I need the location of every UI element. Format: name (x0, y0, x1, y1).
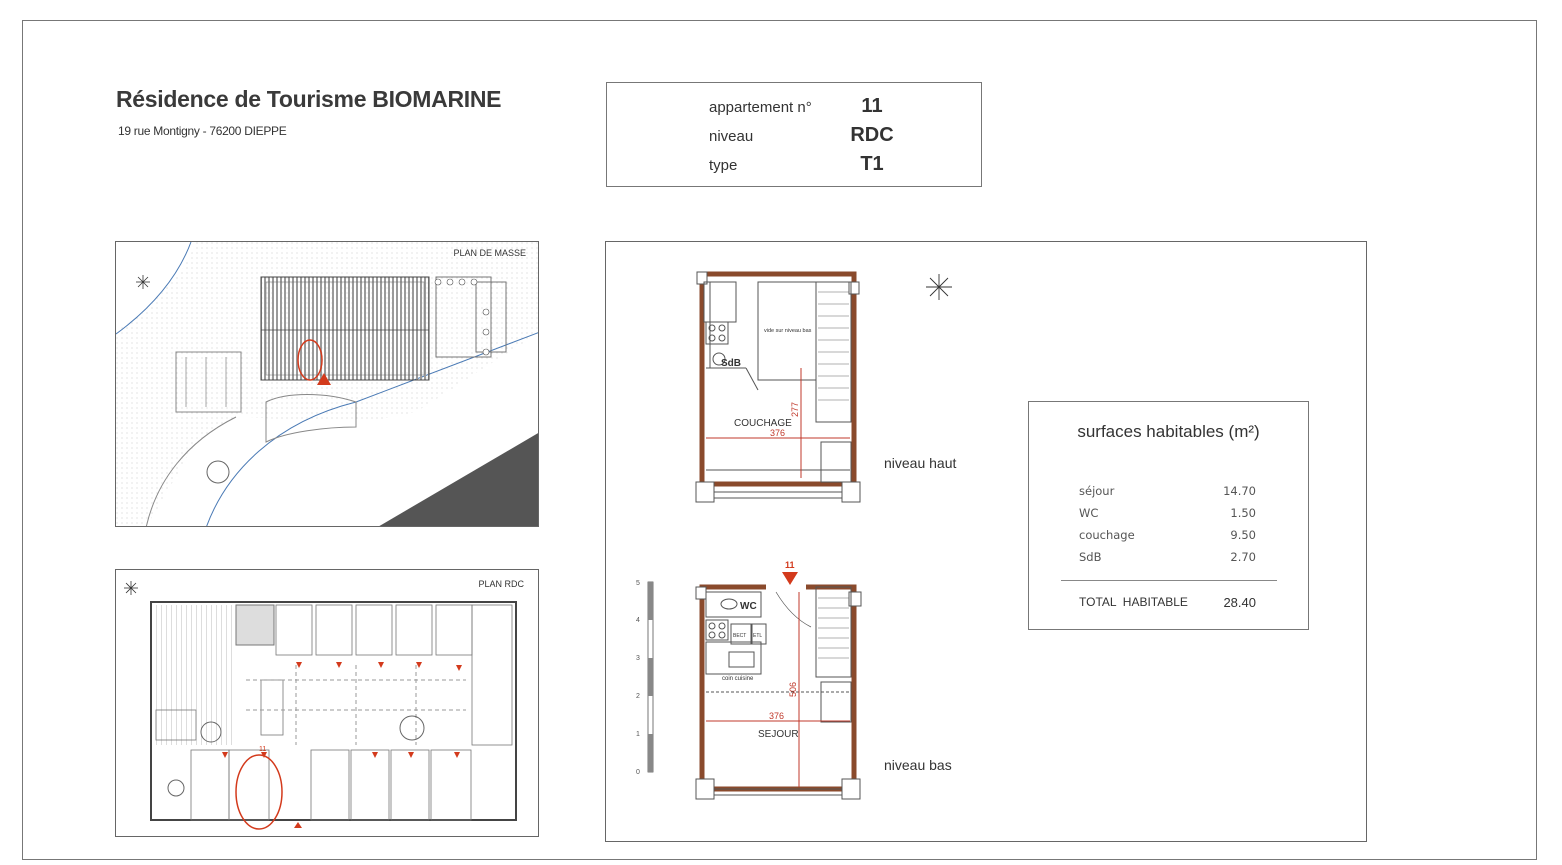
room-couchage: COUCHAGE (734, 418, 792, 429)
rdc-highlight (236, 755, 282, 829)
info-row-apartment (607, 95, 981, 123)
site-plan-label: PLAN DE MASSE (453, 248, 526, 258)
site-plan-drawing (116, 242, 539, 527)
dim-height-upper: 277 (790, 401, 800, 417)
page-title: Résidence de Tourisme BIOMARINE (116, 86, 502, 112)
scale-tick: 2 (636, 693, 640, 700)
kitchen-label: coin cuisine (722, 676, 754, 682)
surface-name: SdB (1079, 550, 1102, 564)
total-divider (1061, 580, 1277, 581)
compass-icon (926, 274, 952, 300)
surface-value: 9.50 (1230, 528, 1256, 542)
address: 19 rue Montigny - 76200 DIEPPE (118, 124, 287, 138)
rdc-apt-number: 11 (259, 746, 267, 753)
upper-level-plan (696, 272, 860, 502)
info-row-level (607, 124, 981, 152)
total-label: TOTAL HABITABLE (1079, 595, 1188, 609)
appliance-label: ETL (753, 633, 763, 639)
apartment-info-box (606, 82, 982, 187)
info-row-type (607, 153, 981, 181)
apt-marker-number: 11 (785, 560, 795, 570)
surface-row (1079, 528, 1256, 548)
info-value: RDC (850, 124, 894, 146)
level-label-upper: niveau haut (884, 455, 957, 471)
surface-value: 2.70 (1230, 550, 1256, 564)
surface-name: WC (1079, 506, 1099, 520)
scale-tick: 1 (636, 731, 640, 738)
surface-row (1079, 484, 1256, 504)
scale-tick: 0 (636, 769, 640, 776)
surfaces-box (1028, 401, 1309, 630)
total-value: 28.40 (1223, 595, 1256, 610)
surface-row (1079, 550, 1256, 570)
info-value: T1 (860, 153, 884, 175)
ground-floor-drawing (116, 570, 539, 837)
total-row (1079, 595, 1256, 609)
surface-value: 14.70 (1223, 484, 1256, 498)
info-label: appartement n° (709, 99, 812, 116)
scale-tick: 5 (636, 580, 640, 587)
room-wc: WC (740, 601, 757, 612)
surface-name: couchage (1079, 528, 1135, 542)
surfaces-title: surfaces habitables (m²) (1077, 422, 1260, 441)
scale-tick: 4 (636, 617, 640, 624)
lower-level-plan (696, 560, 861, 799)
room-sdb: SdB (721, 358, 741, 369)
appliance-label: BECT (733, 633, 747, 639)
scale-tick: 3 (636, 655, 640, 662)
level-label-lower: niveau bas (884, 757, 952, 773)
dim-height-lower: 506 (788, 681, 798, 697)
void-label: vide sur niveau bas (764, 328, 812, 334)
dim-width-upper: 376 (770, 428, 786, 438)
room-sejour: SEJOUR (758, 729, 799, 740)
dim-width-lower: 376 (769, 711, 785, 721)
info-label: niveau (709, 128, 754, 145)
info-label: type (709, 157, 738, 174)
ground-floor-label: PLAN RDC (478, 579, 524, 589)
surface-value: 1.50 (1230, 506, 1256, 520)
site-plan-panel (115, 241, 539, 527)
surface-row (1079, 506, 1256, 526)
info-value: 11 (861, 95, 883, 117)
scale-bar (636, 580, 653, 776)
ground-floor-plan-panel (115, 569, 539, 837)
surface-name: séjour (1079, 484, 1115, 498)
